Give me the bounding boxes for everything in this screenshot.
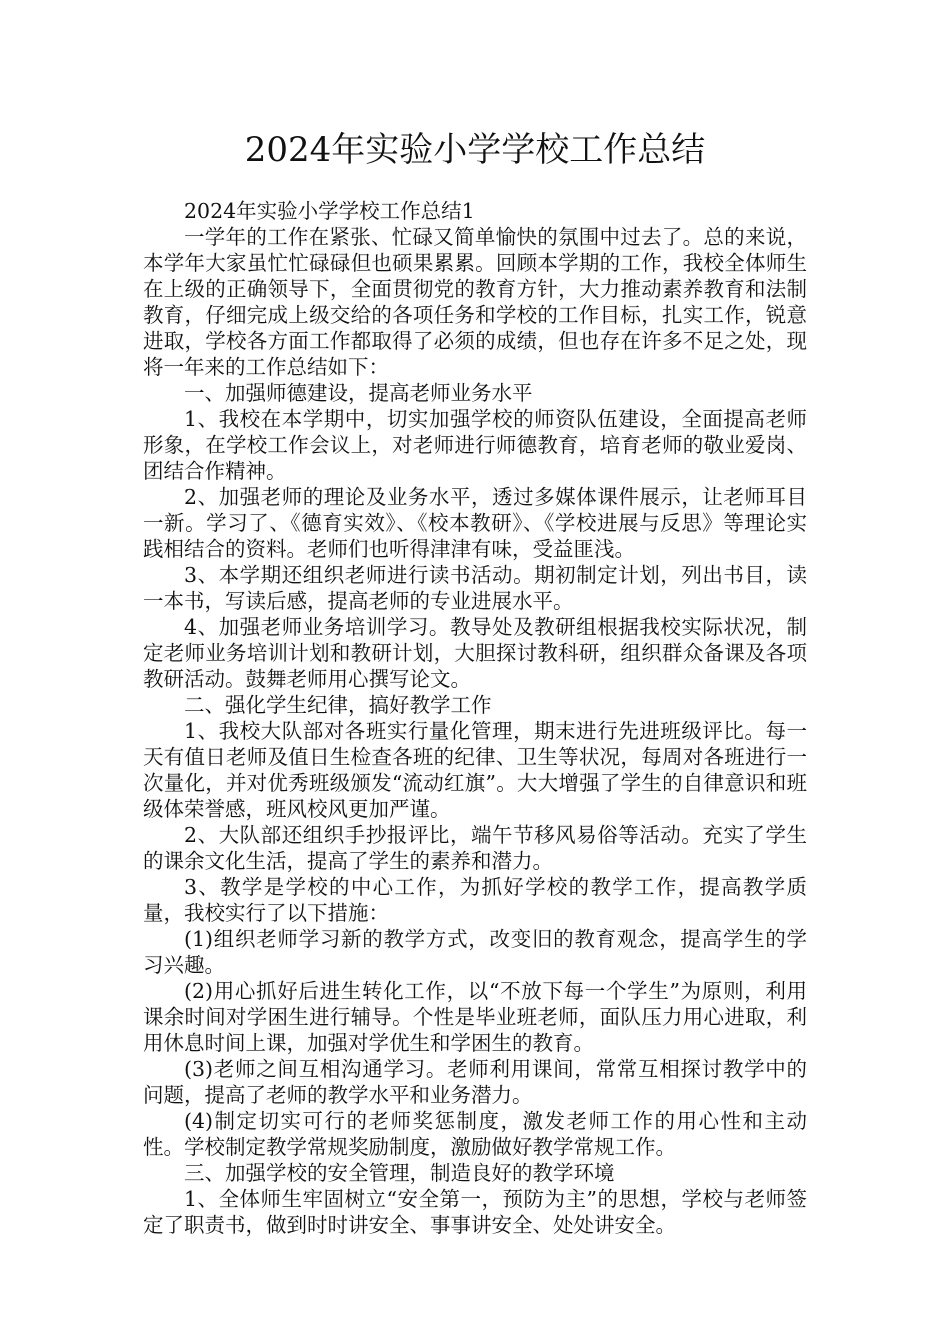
paragraph: (2)用心抓好后进生转化工作，以“不放下每一个学生”为原则，利用课余时间对学困生进行辅导。个性是毕业班老师，面队压力用心进取，利用休息时间上课，加强对学优生和学困生的教育。	[143, 979, 807, 1055]
paragraph: 2、加强老师的理论及业务水平，透过多媒体课件展示，让老师耳目一新。学习了、《德育实效》、《校本教研》、《学校进展与反思》等理论实践相结合的资料。老师们也听得津津有味，受益匪浅。	[143, 485, 807, 561]
document-title: 2024年实验小学学校工作总结	[244, 130, 706, 170]
paragraph: 3、本学期还组织老师进行读书活动。期初制定计划，列出书目，读一本书，写读后感，提高老师的专业进展水平。	[143, 563, 807, 613]
paragraph: (1)组织老师学习新的教学方式，改变旧的教育观念，提高学生的学习兴趣。	[143, 927, 807, 977]
paragraph: 1、全体师生牢固树立“安全第一，预防为主”的思想，学校与老师签定了职责书，做到时时讲安全、事事讲安全、处处讲安全。	[143, 1187, 807, 1237]
paragraph: 1、我校大队部对各班实行量化管理，期末进行先进班级评比。每一天有值日老师及值日生检查各班的纪律、卫生等状况，每周对各班进行一次量化，并对优秀班级颁发“流动红旗”。大大增强了学生的自律意识和班级体荣誉感，班风校风更加严谨。	[143, 719, 807, 821]
document-body	[143, 198, 807, 1238]
paragraph: (4)制定切实可行的老师奖惩制度，激发老师工作的用心性和主动性。学校制定教学常规奖励制度，激励做好教学常规工作。	[143, 1109, 807, 1159]
paragraph-intro: 一学年的工作在紧张、忙碌又简单愉快的氛围中过去了。总的来说，本学年大家虽忙忙碌碌但也硕果累累。回顾本学期的工作，我校全体师生在上级的正确领导下，全面贯彻党的教育方针，大力推动素养教育和法制教育，仔细完成上级交给的各项任务和学校的工作目标，扎实工作，锐意进取，学校各方面工作都取得了必须的成绩，但也存在许多不足之处，现将一年来的工作总结如下：	[143, 225, 807, 379]
paragraph: 2、大队部还组织手抄报评比，端午节移风易俗等活动。充实了学生的课余文化生活，提高了学生的素养和潜力。	[143, 823, 807, 873]
paragraph: 1、我校在本学期中，切实加强学校的师资队伍建设，全面提高老师形象，在学校工作会议上，对老师进行师德教育，培育老师的敬业爱岗、团结合作精神。	[143, 407, 807, 483]
paragraph: 4、加强老师业务培训学习。教导处及教研组根据我校实际状况，制定老师业务培训计划和教研计划，大胆探讨教科研，组织群众备课及各项教研活动。鼓舞老师用心撰写论文。	[143, 615, 807, 691]
paragraph: 3、教学是学校的中心工作，为抓好学校的教学工作，提高教学质量，我校实行了以下措施：	[143, 875, 807, 925]
section-heading-3: 三、加强学校的安全管理，制造良好的教学环境	[184, 1161, 615, 1185]
section-heading-2: 二、强化学生纪律，搞好教学工作	[184, 693, 492, 717]
section-heading-1: 一、加强师德建设，提高老师业务水平	[184, 381, 533, 405]
paragraph-subtitle: 2024年实验小学学校工作总结1	[184, 199, 475, 223]
paragraph: (3)老师之间互相沟通学习。老师利用课间，常常互相探讨教学中的问题，提高了老师的教学水平和业务潜力。	[143, 1057, 807, 1107]
